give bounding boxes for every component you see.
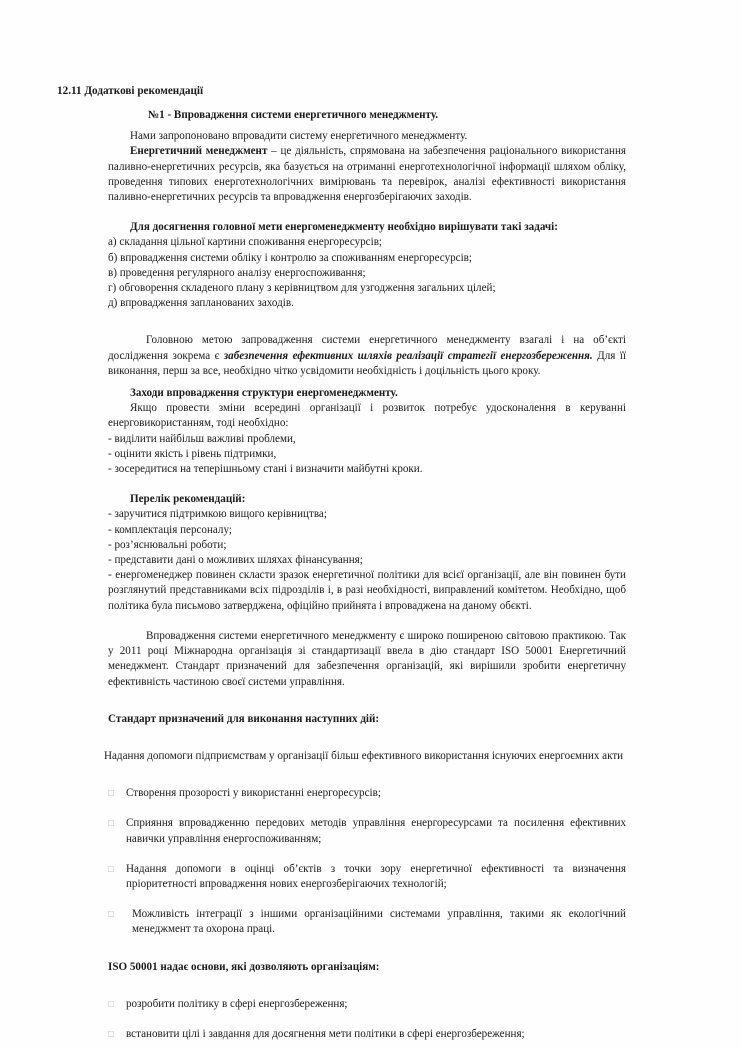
list-item-label: Сприяння впровадженню передових методів управління енергоресурсами та посилення ефективних навички управління енергоспоживанням; bbox=[126, 817, 626, 845]
list-item: - оцінити якість і рівень підтримки, bbox=[108, 447, 277, 460]
definition-body: – це діяльність, спрямована на забезпечення раціонального використання паливно-енергетичних ресурсів, яка базується на отриманні енерготехнологічної інформації шляхом обліку, проведення типових енерготехнологічних вимірювань та перевірок, аналізі ефективності використання паливно-енергетичних ресурсів та впровадження енергозберігаючих заходів. bbox=[108, 145, 626, 204]
spacer bbox=[108, 727, 626, 749]
paragraph-iso-intro: Впровадження системи енергетичного менеджменту є широко поширеною світовою практикою. Так у 2011 році Міжнародна організація зі стандартизації ввела в дію стандарт ISO 50001 Енергетичний менеджмент. Стандарт призначений для забезпечення організацій, які вирішили зробити енергетичну ефективність частиною своєї системи управління. bbox=[108, 629, 626, 688]
goal-emphasis: забезпечення ефективних шляхів реалізації стратегії енергозбереження. bbox=[223, 349, 593, 362]
list-item-label: Можливість інтеграції з іншими організаційними системами управління, такими як екологічний менеджмент та охорона праці. bbox=[132, 908, 626, 936]
spacer bbox=[108, 379, 626, 386]
tasks-list bbox=[108, 235, 626, 311]
iso-basis-list bbox=[108, 997, 626, 1042]
list-item: г) обговорення складеного плану з керівництвом для узгодження загальних цілей; bbox=[108, 282, 496, 295]
iso-basis-heading: ISO 50001 надає основи, які дозволяють організаціям: bbox=[108, 960, 380, 973]
list-item-label: встановити цілі і завдання для досягнення мети політики в сфері енергозбереження; bbox=[126, 1027, 525, 1040]
list-item bbox=[108, 862, 626, 892]
list-item: а) складання цільної картини споживання енергоресурсів; bbox=[108, 236, 383, 249]
square-bullet-icon: □ bbox=[108, 998, 115, 1010]
square-bullet-icon: □ bbox=[108, 1028, 115, 1040]
recommendations-list bbox=[108, 507, 626, 568]
square-bullet-icon: □ bbox=[108, 863, 115, 875]
paragraph-goal bbox=[108, 333, 626, 379]
list-item: д) впровадження запланованих заходів. bbox=[108, 297, 294, 310]
square-bullet-icon: □ bbox=[108, 818, 115, 830]
recommendations-long-item: - енергоменеджер повинен скласти зразок енергетичної політики для всієї організації, але він повинен бути розглянутий представниками всіх підрозділів і, в разі необхідності, виправлений комітетом. Необхідно, щоб політика була письмово затверджена, офіційно прийнята і впроваджена на даному обєкті. bbox=[108, 569, 626, 612]
measures-list bbox=[108, 432, 626, 478]
square-bullet-icon: □ bbox=[108, 788, 115, 800]
list-item bbox=[108, 997, 626, 1012]
spacer bbox=[108, 477, 626, 492]
recommendations-heading: Перелік рекомендацій: bbox=[130, 493, 246, 506]
list-item: - комплектація персоналу; bbox=[108, 523, 232, 536]
goal-text-before: Головною метою запровадження системи енергетичного менеджменту взагалі і на об’єкті дослідження зокрема є bbox=[108, 334, 626, 362]
list-item: - представити дані о можливих шляхах фінансування; bbox=[108, 554, 363, 567]
spacer bbox=[108, 311, 626, 333]
list-item: б) впровадження системи обліку і контролю за споживанням енергоресурсів; bbox=[108, 251, 472, 264]
section-title: №1 - Впровадження системи енергетичного менеджменту. bbox=[148, 109, 439, 121]
list-item bbox=[108, 816, 626, 846]
list-item bbox=[108, 907, 626, 937]
spacer bbox=[108, 205, 626, 220]
goal-text-after: Для її виконання, перш за все, необхідно чітко усвідомити необхідність і доцільність цього кроку. bbox=[108, 349, 627, 377]
list-item bbox=[108, 786, 626, 801]
list-item-label: розробити політику в сфері енергозбереження; bbox=[126, 997, 348, 1010]
paragraph-definition bbox=[108, 144, 626, 205]
list-item: - зосередитися на теперішньому стані і визначити майбутні кроки. bbox=[108, 463, 423, 476]
standard-purpose-list bbox=[108, 786, 626, 937]
standard-purpose-heading: Стандарт призначений для виконання наступних дій: bbox=[108, 712, 380, 725]
spacer bbox=[108, 614, 626, 629]
list-item: - виділити найбільш важливі проблеми, bbox=[108, 432, 296, 445]
list-item-label: Надання допомоги в оцінці об’єктів з точки зору енергетичної ефективності та визначення пріоритетності впровадження нових енергозберігаючих технологій; bbox=[126, 862, 626, 890]
standard-purpose-lead: Надання допомоги підприємствам у організації більш ефективного використання існуючих енергоємних акти bbox=[104, 749, 624, 762]
spacer bbox=[108, 764, 626, 786]
list-item: - заручитися підтримкою вищого керівництва; bbox=[108, 508, 327, 521]
square-bullet-icon: □ bbox=[108, 909, 115, 921]
paragraph-intro: Нами запропоновано впровадити систему енергетичного менеджменту. bbox=[130, 130, 468, 143]
list-item-label: Створення прозорості у використанні енергоресурсів; bbox=[126, 787, 381, 800]
tasks-heading: Для досягнення головної мети енергоменеджменту необхідно вирішувати такі задачі: bbox=[130, 221, 558, 234]
list-item: - роз’яснювальні роботи; bbox=[108, 538, 227, 551]
list-item bbox=[108, 1027, 626, 1042]
spacer bbox=[108, 690, 626, 712]
spacer bbox=[108, 975, 626, 997]
measures-paragraph: Якщо провести зміни всередині організації і розвиток потребує удосконалення в керуванні енерговикористанням, тоді необхідно: bbox=[108, 402, 626, 430]
measures-heading: Заходи впровадження структури енергоменеджменту. bbox=[130, 387, 398, 400]
page-title: 12.11 Додаткові рекомендації bbox=[57, 85, 204, 97]
list-item: в) проведення регулярного аналізу енергоспоживання; bbox=[108, 266, 366, 279]
document-body bbox=[104, 108, 627, 1042]
definition-term: Енергетичний менеджмент bbox=[130, 145, 268, 158]
spacer bbox=[108, 938, 626, 960]
